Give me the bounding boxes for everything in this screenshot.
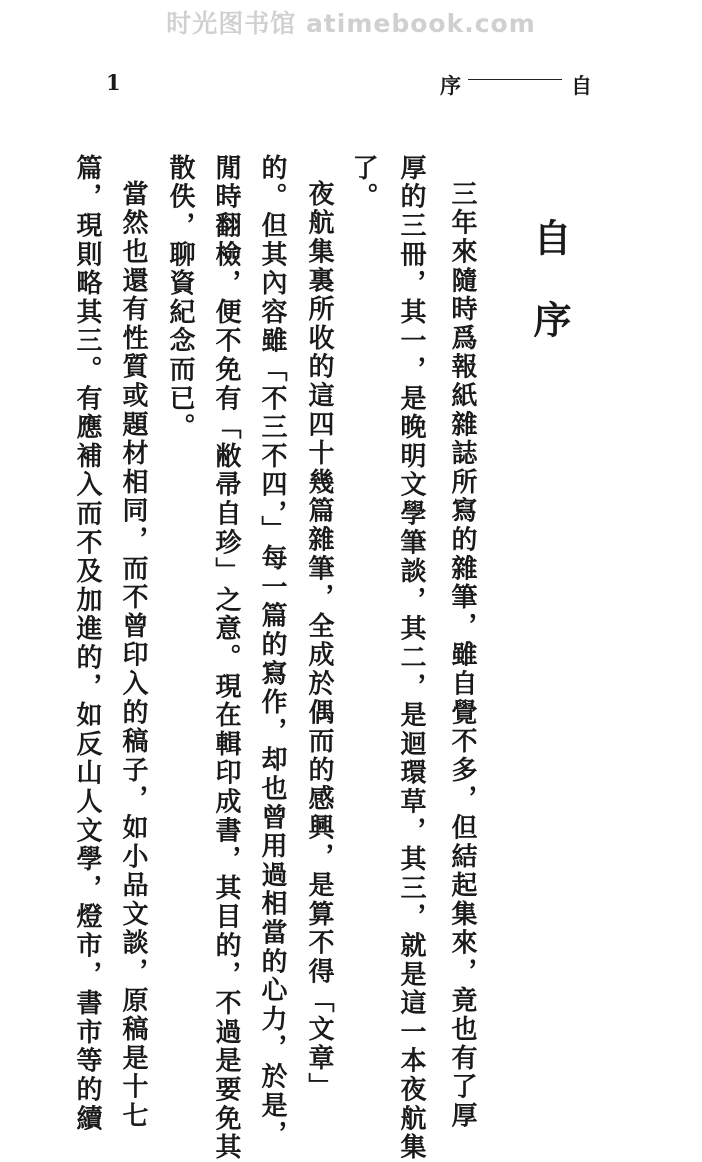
page-number: 1 (106, 70, 121, 95)
text-column-9: 篇，現則略其三。有應補入而不及加進的，如反山人文學，燈市，書市等的續 (72, 154, 102, 1134)
text-column-4: 夜航集裏所收的這四十幾篇雜筆，全成於偶而的感興，是算不得「文章」 (304, 180, 334, 1102)
page-title: 自序 (527, 218, 572, 382)
running-title-right: 自 (571, 73, 592, 98)
text-column-1: 三年來隨時爲報紙雜誌所寫的雜筆，雖自覺不多，但結起集來，竟也有了厚 (447, 180, 477, 1131)
running-title-left: 序 (440, 73, 461, 98)
text-column-8: 當然也還有性質或題材相同，而不曾印入的稿子，如小品文談，原稿是十七 (118, 180, 148, 1131)
text-column-3: 了。 (348, 154, 378, 212)
running-header (440, 70, 592, 100)
watermark: 时光图书馆 atimebook.com (166, 9, 536, 38)
text-column-2: 厚的三冊，其一，是晚明文學筆談，其二，是迴環草，其三，就是這一本夜航集 (396, 154, 426, 1162)
header-rule (468, 79, 562, 80)
text-column-7: 散佚，聊資紀念而已。 (165, 154, 195, 442)
text-column-5: 的。但其內容雖「不三不四，」每一篇的寫作，却也曾用過相當的心力，於是， (257, 154, 287, 1149)
text-column-6: 閒時翻檢，便不免有「敝帚自珍」之意。現在輯印成書，其目的，不過是要免其 (211, 154, 241, 1162)
